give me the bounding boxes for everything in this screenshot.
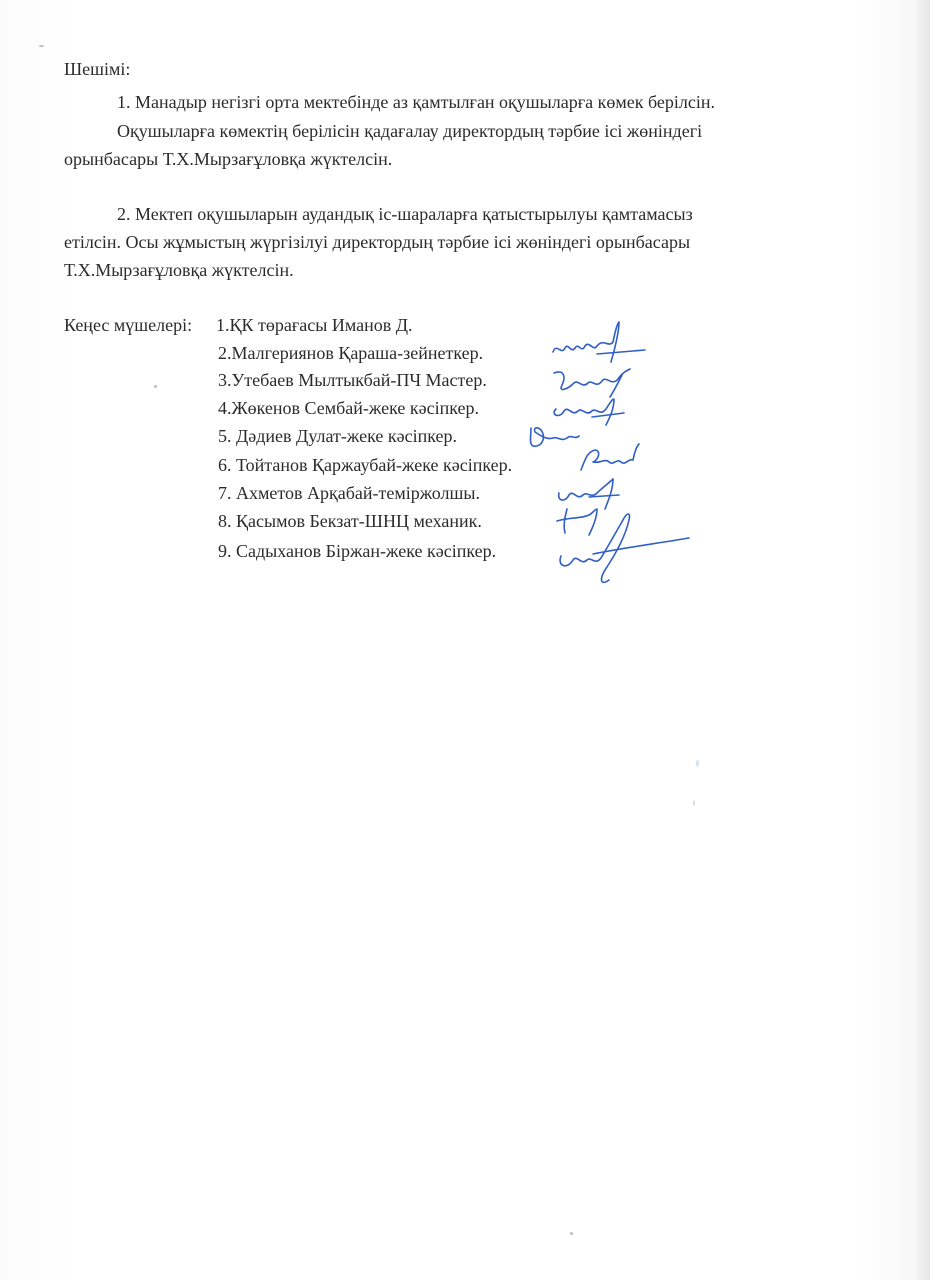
scan-speck <box>693 800 695 806</box>
decision-1-line-1: 1. Манадыр негізгі орта мектебінде аз қамтылған оқушыларға көмек берілсін. <box>117 92 715 112</box>
council-member: 3.Утебаев Мылтыкбай-ПЧ Мастер. <box>218 370 487 390</box>
signature-2 <box>545 318 650 364</box>
council-member: 9. Садыханов Біржан-жеке кәсіпкер. <box>218 541 497 561</box>
scan-speck <box>39 45 44 47</box>
council-member: 7. Ахметов Арқабай-теміржолшы. <box>218 483 480 503</box>
council-member: 6. Тойтанов Қаржаубай-жеке кәсіпкер. <box>218 455 513 475</box>
decision-2-line-3: Т.Х.Мырзағұловқа жүктелсін. <box>64 260 294 280</box>
decision-1-line-3: орынбасары Т.Х.Мырзағұловқа жүктелсін. <box>64 149 393 169</box>
page-edge-shadow <box>916 0 930 1280</box>
scan-speck <box>154 385 157 388</box>
signature-3 <box>548 365 638 399</box>
signature-6 <box>575 440 645 478</box>
decision-1-line-2: Оқушыларға көмектің берілісін қадағалау директордың тәрбие ісі жөніндегі <box>117 121 703 141</box>
signature-9 <box>553 508 693 588</box>
council-member: 2.Малгериянов Қараша-зейнеткер. <box>218 343 484 363</box>
council-members-label: Кеңес мүшелері: <box>64 315 193 335</box>
council-member: 5. Дәдиев Дулат-жеке кәсіпкер. <box>218 426 458 446</box>
decision-2-line-1: 2. Мектеп оқушыларын аудандық іс-шараларға қатыстырылуы қамтамасыз <box>117 204 693 224</box>
scan-speck <box>570 1232 573 1235</box>
scan-speck <box>696 760 699 767</box>
council-member: 1.ҚК төрағасы Иманов Д. <box>216 315 413 335</box>
council-member: 4.Жөкенов Сембай-жеке кәсіпкер. <box>218 398 480 418</box>
council-member: 8. Қасымов Бекзат-ШНЦ механик. <box>218 511 482 531</box>
decision-2-line-2: етілсін. Осы жұмыстың жүргізілуі директордың тәрбие ісі жөніндегі орынбасары <box>64 232 691 252</box>
decision-heading: Шешімі: <box>64 59 131 79</box>
